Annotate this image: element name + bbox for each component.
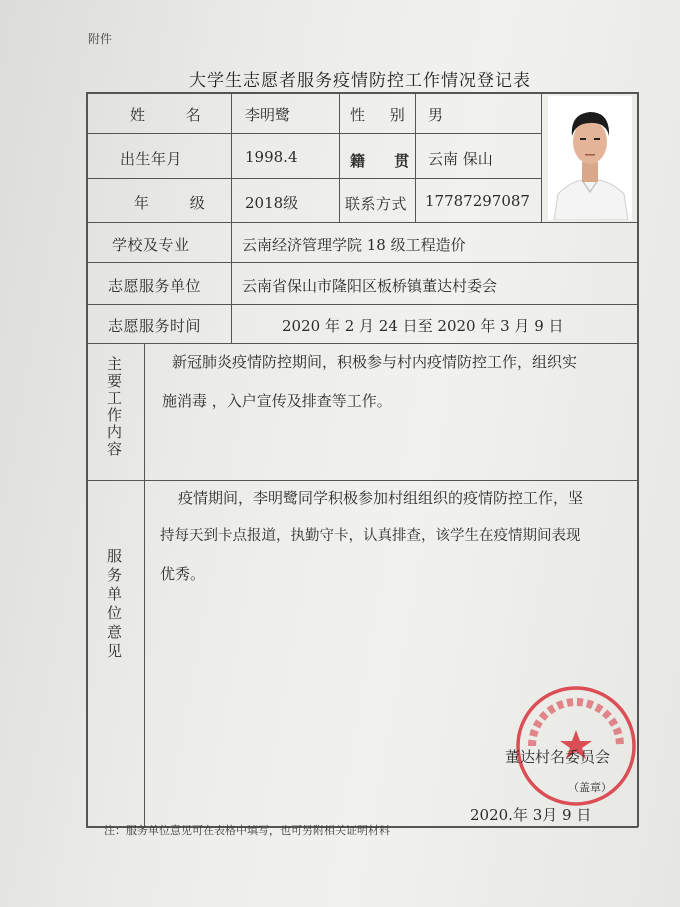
native-value: 云南 保山 <box>428 150 493 168</box>
grade-label: 年 级 <box>134 194 223 212</box>
service-unit-label: 志愿服务单位 <box>108 277 202 295</box>
birth-value: 1998.4 <box>245 148 298 166</box>
work-content-line-1: 新冠肺炎疫情防控期间，积极参与村内疫情防控工作，组织实 <box>172 353 578 371</box>
form-title: 大学生志愿者服务疫情防控工作情况登记表 <box>189 71 531 91</box>
opinion-line-1: 疫情期间，李明鹭同学积极参加村组组织的疫情防控工作，坚 <box>178 489 584 507</box>
signature-date: 2020.年 3月 9 日 <box>470 806 592 824</box>
birth-label: 出生年月 <box>120 150 183 168</box>
attachment-label: 附件 <box>88 32 113 46</box>
gender-label: 性 别 <box>350 106 415 124</box>
opinion-line-2: 持每天到卡点报道，执勤守卡，认真排查，该学生在疫情期间表现 <box>160 528 581 544</box>
student-photo <box>548 96 632 220</box>
name-value: 李明鹭 <box>245 106 291 124</box>
native-label: 籍 贯 <box>350 152 422 170</box>
name-label: 姓 名 <box>130 106 219 124</box>
school-label: 学校及专业 <box>112 236 190 254</box>
contact-label: 联系方式 <box>345 195 408 213</box>
service-time-label: 志愿服务时间 <box>108 317 202 335</box>
service-unit-value: 云南省保山市隆阳区板桥镇董达村委会 <box>242 277 498 295</box>
seal-note: （盖章） <box>568 781 612 794</box>
service-time-value: 2020 年 2 月 24 日至 2020 年 3 月 9 日 <box>282 317 564 335</box>
grade-value: 2018级 <box>245 194 299 212</box>
work-content-line-2: 施消毒 ，入户宣传及排查等工作。 <box>162 392 392 410</box>
gender-value: 男 <box>428 106 444 124</box>
footer-note: 注：服务单位意见可在表格中填写，也可另附相关证明材料 <box>104 824 390 837</box>
contact-value: 17787297087 <box>425 192 530 210</box>
signature-unit: 董达村名委员会 <box>505 748 611 766</box>
work-content-label: 主要工作内容 <box>105 356 123 458</box>
school-value: 云南经济管理学院 18 级工程造价 <box>242 236 466 254</box>
opinion-line-3: 优秀。 <box>160 565 206 583</box>
opinion-label: 服务单位意见 <box>105 548 123 662</box>
